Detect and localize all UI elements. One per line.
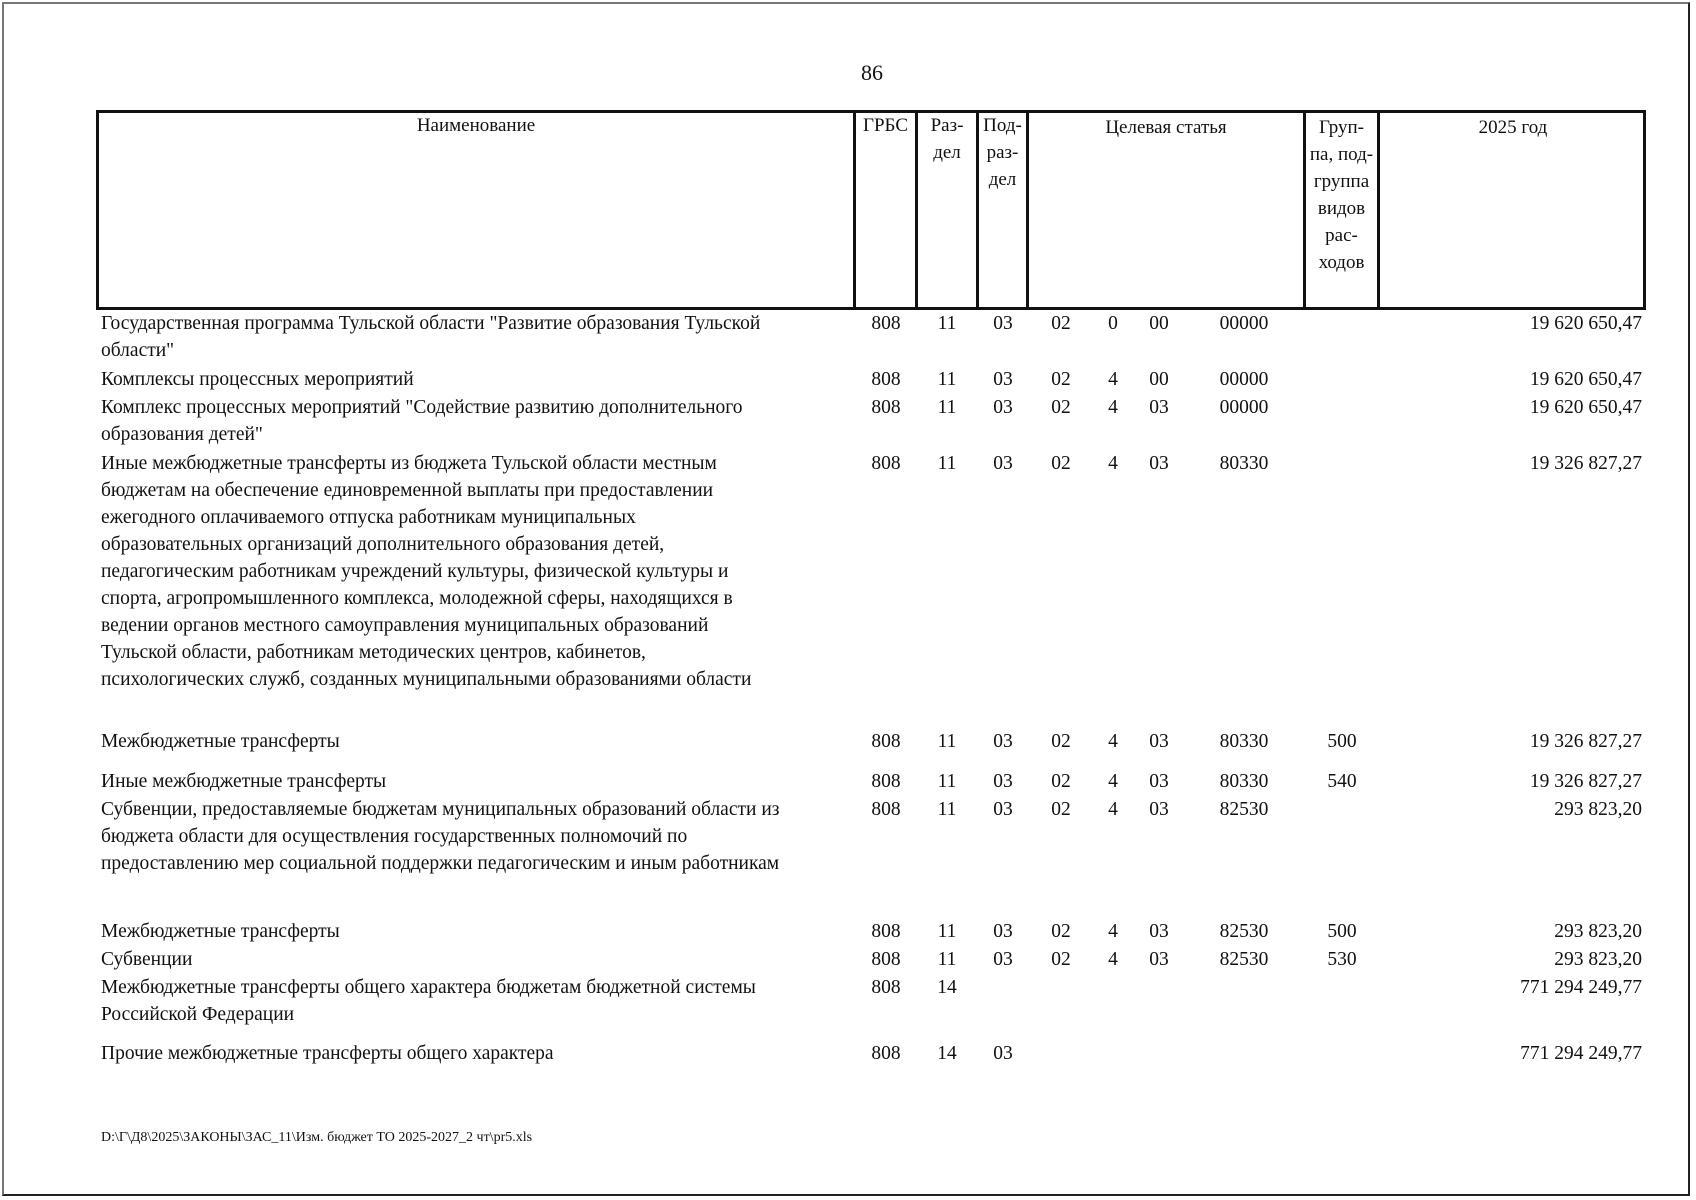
row-name-line: психологических служб, созданных муниципальными образованиями области — [101, 669, 752, 690]
cell-cs2: 4 — [1108, 397, 1118, 418]
header-grbs: ГРБС — [862, 115, 908, 136]
cell-cs1: 02 — [1051, 369, 1071, 390]
cell-grbs: 808 — [871, 921, 901, 942]
cell-vr: 530 — [1327, 949, 1357, 970]
row-name-line: Субвенции — [101, 949, 193, 970]
cell-cs3: 03 — [1149, 731, 1169, 752]
cell-podrazdel: 03 — [993, 731, 1013, 752]
row-name-line: Государственная программа Тульской области "Развитие образования Тульской — [101, 313, 761, 334]
cell-amount: 19 326 827,27 — [1529, 453, 1642, 474]
row-name-line: Иные межбюджетные трансферты из бюджета Тульской области местным — [101, 453, 717, 474]
cell-cs1: 02 — [1051, 771, 1071, 792]
cell-cs3: 00 — [1149, 369, 1169, 390]
header-group-line: рас- — [1325, 225, 1358, 246]
row-name-line: Комплекс процессных мероприятий "Содействие развитию дополнительного — [101, 397, 743, 418]
page-number: 86 — [861, 60, 883, 85]
cell-cs2: 4 — [1108, 731, 1118, 752]
cell-grbs: 808 — [871, 771, 901, 792]
header-group — [1306, 114, 1377, 276]
header-group-line: ходов — [1318, 252, 1365, 273]
cell-razdel: 11 — [937, 397, 957, 418]
cell-razdel: 11 — [937, 453, 957, 474]
row-name — [101, 310, 851, 364]
cell-cs2: 4 — [1108, 949, 1118, 970]
cell-grbs: 808 — [871, 799, 901, 820]
header-target: Целевая статья — [1105, 117, 1227, 138]
cell-razdel: 11 — [937, 771, 957, 792]
cell-vr: 540 — [1327, 771, 1357, 792]
cell-cs4: 00000 — [1219, 397, 1269, 418]
row-name — [101, 366, 851, 393]
row-name-line: педагогическим работникам учреждений культуры, физической культуры и — [101, 561, 729, 582]
header-group-line: Груп- — [1318, 117, 1365, 138]
row-name-line: Иные межбюджетные трансферты — [101, 771, 387, 792]
cell-podrazdel: 03 — [993, 369, 1013, 390]
header-group-line: видов — [1317, 198, 1366, 219]
cell-cs3: 03 — [1149, 921, 1169, 942]
header-name: Наименование — [416, 115, 536, 136]
cell-cs2: 4 — [1108, 771, 1118, 792]
row-name-line: бюджетам на обеспечение единовременной выплаты при предоставлении — [101, 480, 714, 501]
row-name-line: области" — [101, 340, 175, 361]
cell-razdel: 11 — [937, 921, 957, 942]
cell-cs4: 80330 — [1219, 731, 1269, 752]
cell-cs4: 80330 — [1219, 771, 1269, 792]
cell-cs2: 4 — [1108, 453, 1118, 474]
cell-cs2: 0 — [1108, 313, 1118, 334]
header-razdel — [918, 112, 976, 166]
cell-cs3: 03 — [1149, 397, 1169, 418]
cell-grbs: 808 — [871, 313, 901, 334]
cell-cs3: 03 — [1149, 771, 1169, 792]
header-podrazdel-line: Под- — [983, 115, 1022, 136]
cell-cs2: 4 — [1108, 921, 1118, 942]
cell-amount: 293 823,20 — [1554, 949, 1642, 970]
header-razdel-line: Раз- — [930, 115, 964, 136]
cell-grbs: 808 — [871, 731, 901, 752]
cell-cs1: 02 — [1051, 313, 1071, 334]
cell-cs4: 80330 — [1219, 453, 1269, 474]
cell-grbs: 808 — [871, 397, 901, 418]
header-podrazdel — [979, 112, 1026, 193]
cell-cs3: 03 — [1149, 799, 1169, 820]
cell-cs1: 02 — [1051, 921, 1071, 942]
row-name-line: Тульской области, работникам методических центров, кабинетов, — [101, 642, 646, 663]
row-name — [101, 768, 851, 795]
cell-amount: 771 294 249,77 — [1520, 977, 1642, 998]
cell-grbs: 808 — [871, 453, 901, 474]
row-name-line: образовательных организаций дополнительного образования детей, — [101, 534, 665, 555]
cell-razdel: 11 — [937, 731, 957, 752]
cell-grbs: 808 — [871, 949, 901, 970]
row-name — [101, 728, 851, 755]
row-name-line: Межбюджетные трансферты — [101, 731, 340, 752]
cell-cs4: 82530 — [1219, 949, 1269, 970]
cell-cs1: 02 — [1051, 453, 1071, 474]
cell-vr: 500 — [1327, 921, 1357, 942]
row-name — [101, 394, 851, 448]
header-podrazdel-line: дел — [988, 169, 1017, 190]
row-name — [101, 796, 851, 877]
cell-podrazdel: 03 — [993, 771, 1013, 792]
cell-amount: 771 294 249,77 — [1520, 1043, 1642, 1064]
cell-cs4: 82530 — [1219, 799, 1269, 820]
row-name-line: бюджета области для осуществления государственных полномочий по — [101, 826, 688, 847]
cell-cs1: 02 — [1051, 731, 1071, 752]
row-name — [101, 450, 851, 693]
row-name — [101, 974, 851, 1028]
header-podrazdel-line: раз- — [986, 142, 1019, 163]
row-name-line: предоставлению мер социальной поддержки педагогическим и иным работникам — [101, 853, 780, 874]
cell-cs1: 02 — [1051, 799, 1071, 820]
cell-razdel: 14 — [937, 1043, 957, 1064]
file-path: D:\Г\Д8\2025\ЗАКОНЫ\ЗАС_11\Изм. бюджет ТО 2025-2027_2 чт\pr5.xls — [101, 1130, 533, 1145]
header-group-line: па, под- — [1309, 144, 1374, 165]
row-name — [101, 1040, 851, 1067]
cell-podrazdel: 03 — [993, 921, 1013, 942]
cell-razdel: 14 — [937, 977, 957, 998]
cell-vr: 500 — [1327, 731, 1357, 752]
cell-podrazdel: 03 — [993, 949, 1013, 970]
cell-cs3: 03 — [1149, 949, 1169, 970]
cell-grbs: 808 — [871, 977, 901, 998]
row-name-line: Межбюджетные трансферты — [101, 921, 340, 942]
cell-cs1: 02 — [1051, 949, 1071, 970]
row-name-line: Комплексы процессных мероприятий — [101, 369, 414, 390]
cell-cs4: 00000 — [1219, 369, 1269, 390]
cell-amount: 19 620 650,47 — [1529, 313, 1642, 334]
cell-podrazdel: 03 — [993, 1043, 1013, 1064]
cell-amount: 293 823,20 — [1554, 799, 1642, 820]
cell-cs3: 00 — [1149, 313, 1169, 334]
cell-podrazdel: 03 — [993, 397, 1013, 418]
cell-cs2: 4 — [1108, 799, 1118, 820]
row-name-line: Субвенции, предоставляемые бюджетам муниципальных образований области из — [101, 799, 780, 820]
cell-amount: 19 620 650,47 — [1529, 369, 1642, 390]
header-divider — [853, 110, 856, 310]
cell-cs1: 02 — [1051, 397, 1071, 418]
cell-grbs: 808 — [871, 369, 901, 390]
cell-podrazdel: 03 — [993, 453, 1013, 474]
row-name-line: Прочие межбюджетные трансферты общего характера — [101, 1043, 554, 1064]
cell-amount: 293 823,20 — [1554, 921, 1642, 942]
cell-amount: 19 326 827,27 — [1529, 771, 1642, 792]
cell-podrazdel: 03 — [993, 313, 1013, 334]
header-year: 2025 год — [1478, 117, 1548, 138]
cell-amount: 19 620 650,47 — [1529, 397, 1642, 418]
cell-grbs: 808 — [871, 1043, 901, 1064]
row-name-line: Межбюджетные трансферты общего характера бюджетам бюджетной системы — [101, 977, 756, 998]
row-name-line: образования детей" — [101, 424, 263, 445]
row-name-line: спорта, агропромышленного комплекса, молодежной сферы, находящихся в — [101, 588, 733, 609]
row-name-line: ежегодного оплачиваемого отпуска работникам муниципальных — [101, 507, 636, 528]
row-name — [101, 946, 851, 973]
cell-podrazdel: 03 — [993, 799, 1013, 820]
cell-cs4: 00000 — [1219, 313, 1269, 334]
cell-razdel: 11 — [937, 949, 957, 970]
cell-razdel: 11 — [937, 313, 957, 334]
header-group-line: группа — [1313, 171, 1370, 192]
row-name-line: ведении органов местного самоуправления муниципальных образований — [101, 615, 709, 636]
cell-razdel: 11 — [937, 799, 957, 820]
header-razdel-line: дел — [933, 142, 961, 163]
cell-razdel: 11 — [937, 369, 957, 390]
cell-cs4: 82530 — [1219, 921, 1269, 942]
cell-cs3: 03 — [1149, 453, 1169, 474]
row-name — [101, 918, 851, 945]
cell-cs2: 4 — [1108, 369, 1118, 390]
row-name-line: Российской Федерации — [101, 1004, 295, 1025]
cell-amount: 19 326 827,27 — [1529, 731, 1642, 752]
